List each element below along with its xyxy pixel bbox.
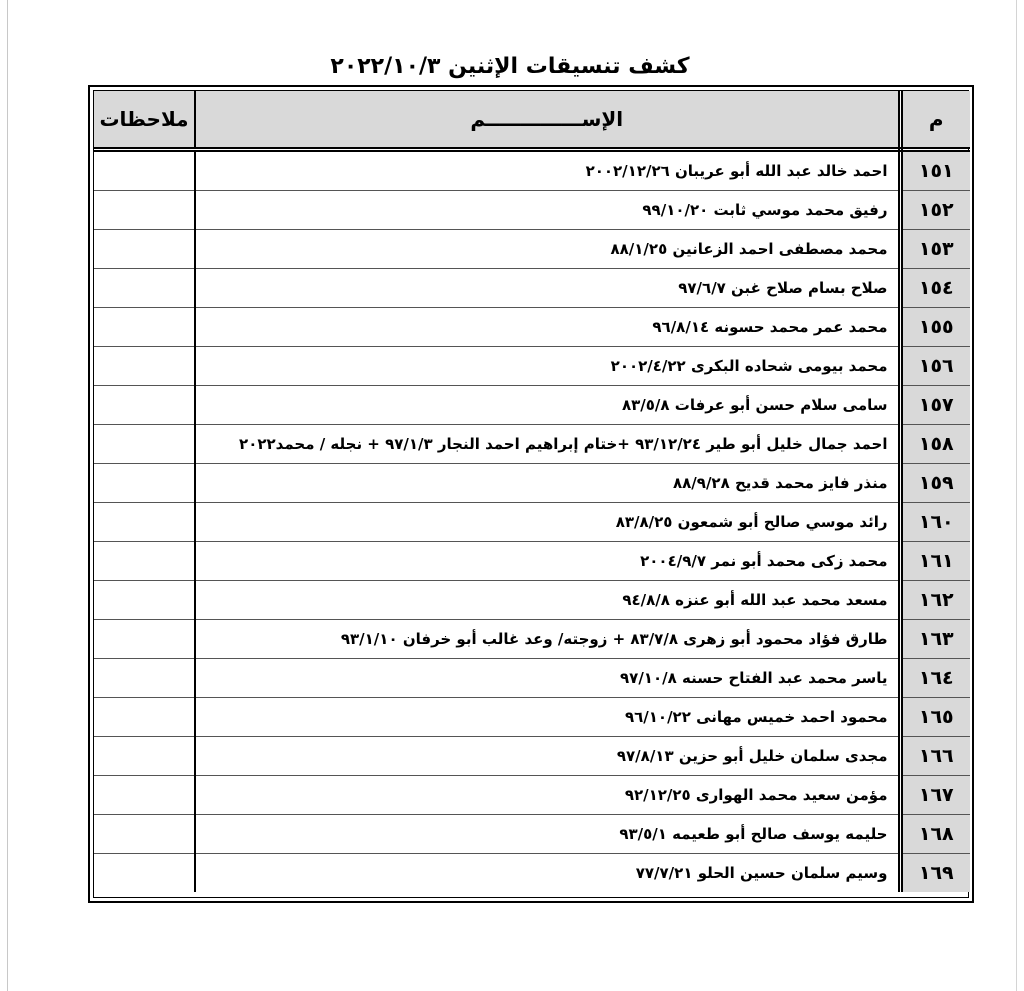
row-name-cell: حليمه يوسف صالح أبو طعيمه ٩٣/٥/١ <box>195 815 900 854</box>
row-notes-cell <box>94 698 195 737</box>
document-title: كشف تنسيقات الإثنين ٢٠٢٢/١٠/٣ <box>330 54 690 79</box>
table-row <box>94 737 970 776</box>
row-notes-cell <box>94 230 195 269</box>
row-name-cell: محمد زكى محمد أبو نمر ٢٠٠٤/٩/٧ <box>195 542 900 581</box>
table-row <box>94 620 970 659</box>
row-number-cell: ١٦٨ <box>900 815 970 854</box>
row-number-cell: ١٥٧ <box>900 386 970 425</box>
row-number-cell: ١٥٣ <box>900 230 970 269</box>
row-name-cell: محمد عمر محمد حسونه ٩٦/٨/١٤ <box>195 308 900 347</box>
row-number-cell: ١٥٦ <box>900 347 970 386</box>
table-body <box>94 150 970 893</box>
row-name-cell: احمد خالد عبد الله أبو عريبان ٢٠٠٢/١٢/٢٦ <box>195 150 900 191</box>
row-notes-cell <box>94 542 195 581</box>
row-notes-cell <box>94 581 195 620</box>
row-number-cell: ١٦٧ <box>900 776 970 815</box>
table-row <box>94 347 970 386</box>
row-number-cell: ١٥٨ <box>900 425 970 464</box>
table-row <box>94 230 970 269</box>
row-name-cell: مؤمن سعيد محمد الهوارى ٩٢/١٢/٢٥ <box>195 776 900 815</box>
row-number-cell: ١٦٣ <box>900 620 970 659</box>
row-name-cell: رائد موسي صالح أبو شمعون ٨٣/٨/٢٥ <box>195 503 900 542</box>
row-name-cell: طارق فؤاد محمود أبو زهرى ٨٣/٧/٨ + زوجته/ وعد غالب أبو خرفان ٩٣/١/١٠ <box>195 620 900 659</box>
row-name-cell: محمد بيومى شحاده البكرى ٢٠٠٢/٤/٢٢ <box>195 347 900 386</box>
row-name-cell: مسعد محمد عبد الله أبو عنزه ٩٤/٨/٨ <box>195 581 900 620</box>
row-number-cell: ١٥٩ <box>900 464 970 503</box>
row-name-cell: وسيم سلمان حسين الحلو ٧٧/٧/٢١ <box>195 854 900 893</box>
row-number-cell: ١٦٠ <box>900 503 970 542</box>
row-number-cell: ١٦٥ <box>900 698 970 737</box>
row-notes-cell <box>94 464 195 503</box>
table-row <box>94 698 970 737</box>
column-header-number: م <box>900 91 970 150</box>
table-row <box>94 776 970 815</box>
row-number-cell: ١٥١ <box>900 150 970 191</box>
row-name-cell: محمد مصطفى احمد الزعانين ٨٨/١/٢٥ <box>195 230 900 269</box>
table-row <box>94 854 970 893</box>
row-notes-cell <box>94 386 195 425</box>
row-number-cell: ١٥٥ <box>900 308 970 347</box>
row-name-cell: منذر فايز محمد قديح ٨٨/٩/٢٨ <box>195 464 900 503</box>
row-name-cell: احمد جمال خليل أبو طير ٩٣/١٢/٢٤ +ختام إبراهيم احمد النجار ٩٧/١/٣ + نجله / محمد٢٠٢٢ <box>195 425 900 464</box>
row-notes-cell <box>94 659 195 698</box>
row-notes-cell <box>94 503 195 542</box>
row-number-cell: ١٥٢ <box>900 191 970 230</box>
row-name-cell: مجدى سلمان خليل أبو حزين ٩٧/٨/١٣ <box>195 737 900 776</box>
row-notes-cell <box>94 776 195 815</box>
table-inner-frame <box>93 90 969 898</box>
row-notes-cell <box>94 347 195 386</box>
table-row <box>94 191 970 230</box>
row-number-cell: ١٦٦ <box>900 737 970 776</box>
page-edge-right <box>1016 0 1017 991</box>
row-notes-cell <box>94 191 195 230</box>
row-notes-cell <box>94 269 195 308</box>
table-row <box>94 308 970 347</box>
row-name-cell: رفيق محمد موسي ثابت ٩٩/١٠/٢٠ <box>195 191 900 230</box>
table-row <box>94 269 970 308</box>
row-number-cell: ١٥٤ <box>900 269 970 308</box>
page-edge-left <box>7 0 8 991</box>
row-notes-cell <box>94 150 195 191</box>
row-name-cell: ياسر محمد عبد الفتاح حسنه ٩٧/١٠/٨ <box>195 659 900 698</box>
table-row <box>94 542 970 581</box>
coordination-table <box>94 91 970 892</box>
table-row <box>94 464 970 503</box>
row-notes-cell <box>94 308 195 347</box>
row-notes-cell <box>94 737 195 776</box>
table-row <box>94 815 970 854</box>
row-notes-cell <box>94 425 195 464</box>
column-header-notes: ملاحظات <box>94 91 195 150</box>
row-number-cell: ١٦٩ <box>900 854 970 893</box>
table-row <box>94 659 970 698</box>
table-row <box>94 386 970 425</box>
row-name-cell: صلاح بسام صلاح غبن ٩٧/٦/٧ <box>195 269 900 308</box>
row-notes-cell <box>94 854 195 893</box>
column-header-name: الإســــــــــــــم <box>195 91 900 150</box>
row-name-cell: سامى سلام حسن أبو عرفات ٨٣/٥/٨ <box>195 386 900 425</box>
row-number-cell: ١٦١ <box>900 542 970 581</box>
table-row <box>94 425 970 464</box>
table-header-row <box>94 91 970 150</box>
table-frame <box>88 85 974 903</box>
row-notes-cell <box>94 815 195 854</box>
row-number-cell: ١٦٢ <box>900 581 970 620</box>
table-row <box>94 150 970 191</box>
row-name-cell: محمود احمد خميس مهانى ٩٦/١٠/٢٢ <box>195 698 900 737</box>
table-row <box>94 503 970 542</box>
table-row <box>94 581 970 620</box>
row-number-cell: ١٦٤ <box>900 659 970 698</box>
row-notes-cell <box>94 620 195 659</box>
